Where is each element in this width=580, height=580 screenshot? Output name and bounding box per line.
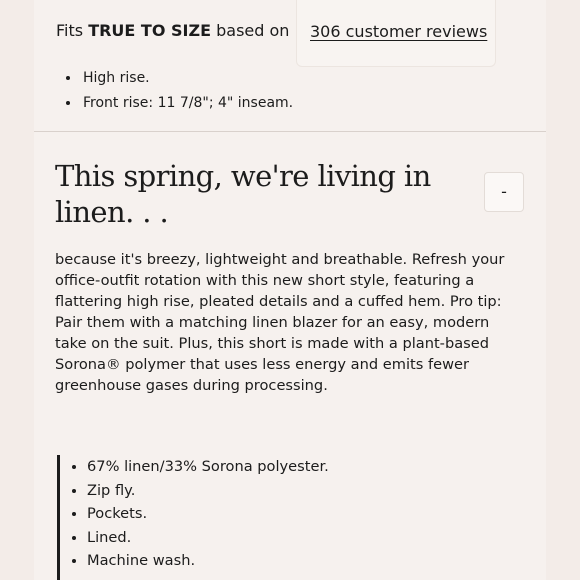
list-item: • Machine wash. [87, 549, 480, 573]
fit-prefix: Fits [56, 21, 84, 40]
list-item: • Lined. [87, 526, 480, 550]
right-margin [546, 0, 580, 580]
fit-emphasis: TRUE TO SIZE [88, 21, 212, 40]
fit-suffix: based on [216, 21, 290, 40]
product-details-block [57, 455, 480, 580]
product-details-list [60, 455, 480, 573]
collapse-toggle-button[interactable]: - [484, 172, 524, 212]
list-item: • High rise. [81, 66, 293, 91]
reviews-link-container [296, 0, 496, 67]
list-item: • 67% linen/33% Sorona polyester. [87, 455, 480, 479]
list-item: • Front rise: 11 7/8"; 4" inseam. [81, 91, 293, 116]
left-margin [0, 0, 34, 580]
product-description: because it's breezy, lightweight and breathable. Refresh your office-outfit rotation with this new short style, featuring a flattering high rise, pleated details and a cuffed hem. Pro tip: Pair them with a matching linen blazer for an easy, modern take on the suit. Plus, this short is made with a plant-based Sorona® polymer that uses less energy and emits fewer greenhouse gases during processing. [55, 251, 505, 394]
list-item: • Pockets. [87, 502, 480, 526]
section-title: This spring, we're living in linen. . . [55, 159, 431, 229]
list-item: • Zip fly. [87, 479, 480, 503]
fit-details-list [62, 66, 293, 116]
customer-reviews-link[interactable]: 306 customer reviews [310, 22, 488, 41]
section-divider [34, 131, 546, 132]
fit-summary [56, 20, 289, 42]
